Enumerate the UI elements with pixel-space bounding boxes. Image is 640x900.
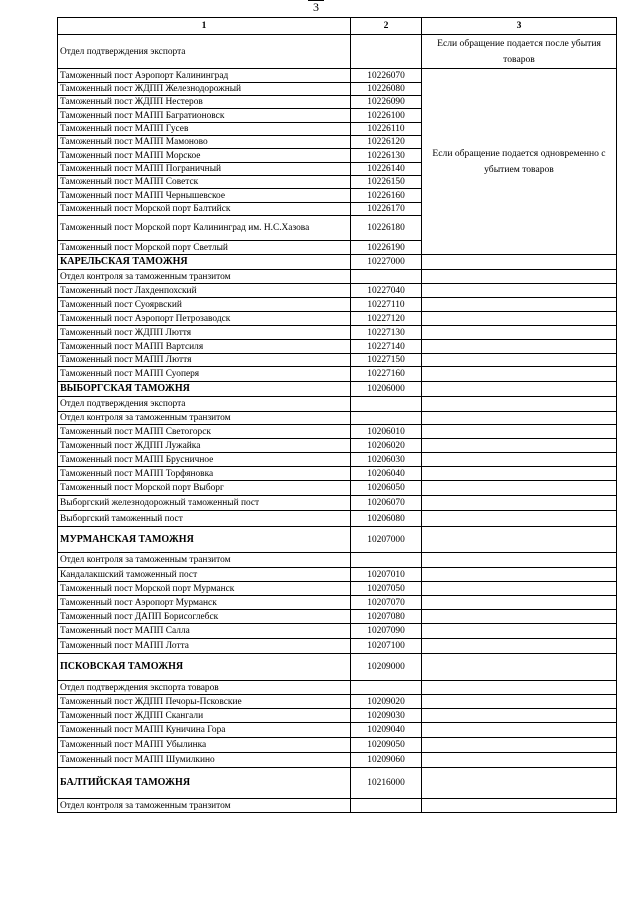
table-row (58, 610, 617, 624)
empty-note-cell (422, 340, 617, 354)
row-code-cell: 10206070 (351, 496, 422, 511)
empty-note-cell (422, 284, 617, 298)
table-row (58, 753, 617, 768)
row-code-cell: 10206010 (351, 425, 422, 439)
row-name-cell: Таможенный пост МАПП Убылинка (58, 738, 351, 753)
table-row (58, 481, 617, 496)
empty-note-cell (422, 312, 617, 326)
row-name-cell: Таможенный пост МАПП Багратионовск (58, 109, 351, 123)
page-number: 3 (313, 0, 319, 14)
row-code-cell: 10216000 (351, 768, 422, 799)
empty-note-cell (422, 624, 617, 639)
empty-note-cell (422, 453, 617, 467)
row-name-cell: ВЫБОРГСКАЯ ТАМОЖНЯ (58, 382, 351, 397)
row-code-cell: 10227130 (351, 326, 422, 340)
row-name-cell: Таможенный пост Лахденпохский (58, 284, 351, 298)
empty-note-cell (422, 511, 617, 527)
customs-office-row (58, 527, 617, 553)
row-name-cell: Таможенный пост МАПП Гусев (58, 123, 351, 136)
row-code-cell: 10206000 (351, 382, 422, 397)
table-row (58, 270, 617, 284)
table-row (58, 439, 617, 453)
row-code-cell: 10226090 (351, 96, 422, 109)
row-code-cell: 10209030 (351, 709, 422, 723)
table-body (58, 18, 617, 813)
empty-note-cell (422, 799, 617, 813)
row-name-cell: Таможенный пост Аэропорт Калининград (58, 69, 351, 83)
row-name-cell: Таможенный пост Аэропорт Мурманск (58, 596, 351, 610)
row-name-cell: Таможенный пост МАПП Куничина Гора (58, 723, 351, 738)
header-col-3: 3 (422, 18, 617, 35)
note-after-departure: Если обращение подается после убытия товаров (422, 35, 617, 69)
row-name-cell: Таможенный пост МАПП Торфяновка (58, 467, 351, 481)
table-row (58, 695, 617, 709)
row-code-cell: 10226120 (351, 136, 422, 149)
row-code-cell: 10226070 (351, 69, 422, 83)
empty-note-cell (422, 582, 617, 596)
row-code-cell: 10227110 (351, 298, 422, 312)
table-row (58, 738, 617, 753)
row-code-cell: 10227000 (351, 255, 422, 270)
empty-note-cell (422, 367, 617, 382)
row-name-cell: Таможенный пост Морской порт Светлый (58, 241, 351, 255)
row-code-cell: 10227040 (351, 284, 422, 298)
note-simultaneous-departure: Если обращение подается одновременно с убытием товаров (422, 69, 617, 255)
row-name-cell: Таможенный пост ЖДПП Люття (58, 326, 351, 340)
empty-note-cell (422, 439, 617, 453)
table-row (58, 639, 617, 654)
table-row (58, 340, 617, 354)
row-code-cell (351, 270, 422, 284)
row-code-cell: 10207100 (351, 639, 422, 654)
row-name-cell: Таможенный пост МАПП Вартсиля (58, 340, 351, 354)
row-code-cell: 10207050 (351, 582, 422, 596)
row-name-cell: Таможенный пост ЖДПП Нестеров (58, 96, 351, 109)
row-code-cell: 10209040 (351, 723, 422, 738)
table-row (58, 326, 617, 340)
customs-posts-table (57, 17, 617, 813)
row-code-cell: 10209060 (351, 753, 422, 768)
table-row (58, 298, 617, 312)
row-code-cell: 10206080 (351, 511, 422, 527)
row-code-cell (351, 799, 422, 813)
row-name-cell: Отдел подтверждения экспорта (58, 397, 351, 412)
empty-note-cell (422, 425, 617, 439)
empty-note-cell (422, 723, 617, 738)
customs-office-row (58, 768, 617, 799)
header-col-1: 1 (58, 18, 351, 35)
table-row (58, 582, 617, 596)
row-code-cell: 10207000 (351, 527, 422, 553)
table-row (58, 412, 617, 425)
row-name-cell: Таможенный пост МАПП Салла (58, 624, 351, 639)
row-code-cell: 10207010 (351, 568, 422, 582)
row-name-cell: Таможенный пост МАПП Чернышевское (58, 189, 351, 203)
empty-note-cell (422, 527, 617, 553)
row-name-cell: Таможенный пост Морской порт Выборг (58, 481, 351, 496)
row-code-cell (351, 681, 422, 695)
row-code-cell: 10226100 (351, 109, 422, 123)
table-header-row (58, 18, 617, 35)
row-name-cell: Таможенный пост ЖДПП Скангали (58, 709, 351, 723)
empty-note-cell (422, 709, 617, 723)
row-name-cell: Таможенный пост ДАПП Борисоглебск (58, 610, 351, 624)
empty-note-cell (422, 481, 617, 496)
row-code-cell (351, 553, 422, 568)
row-name-cell: Таможенный пост МАПП Советск (58, 176, 351, 189)
row-name-cell: Таможенный пост МАПП Мамоново (58, 136, 351, 149)
header-col-2: 2 (351, 18, 422, 35)
row-code-cell: 10226110 (351, 123, 422, 136)
row-name-cell: Таможенный пост Морской порт Балтийск (58, 203, 351, 216)
table-row (58, 367, 617, 382)
row-name-cell: Кандалакшский таможенный пост (58, 568, 351, 582)
empty-note-cell (422, 681, 617, 695)
empty-note-cell (422, 412, 617, 425)
empty-note-cell (422, 568, 617, 582)
table-row (58, 496, 617, 511)
row-name-cell: МУРМАНСКАЯ ТАМОЖНЯ (58, 527, 351, 553)
empty-note-cell (422, 397, 617, 412)
row-name-cell: Таможенный пост Морской порт Калининград им. Н.С.Хазова (58, 216, 351, 241)
row-name-cell: Таможенный пост ЖДПП Лужайка (58, 439, 351, 453)
row-code-cell: 10209020 (351, 695, 422, 709)
row-code-cell: 10209000 (351, 654, 422, 681)
row-name-cell: Таможенный пост МАПП Шумилкино (58, 753, 351, 768)
table-row (58, 354, 617, 367)
row-name-cell: Таможенный пост МАПП Суоперя (58, 367, 351, 382)
row-name-cell: Таможенный пост ЖДПП Железнодорожный (58, 83, 351, 96)
table-row (58, 69, 617, 83)
row-code-cell: 10226160 (351, 189, 422, 203)
row-code-cell (351, 397, 422, 412)
row-code-cell: 10207070 (351, 596, 422, 610)
row-code-cell (351, 412, 422, 425)
empty-note-cell (422, 695, 617, 709)
row-code-cell (351, 35, 422, 69)
row-code-cell: 10227120 (351, 312, 422, 326)
row-code-cell: 10226140 (351, 163, 422, 176)
table-row (58, 681, 617, 695)
row-code-cell: 10226170 (351, 203, 422, 216)
empty-note-cell (422, 553, 617, 568)
table-row (58, 425, 617, 439)
table-row (58, 723, 617, 738)
table-row (58, 284, 617, 298)
empty-note-cell (422, 768, 617, 799)
row-name-cell: Таможенный пост Морской порт Мурманск (58, 582, 351, 596)
row-name-cell: ПСКОВСКАЯ ТАМОЖНЯ (58, 654, 351, 681)
row-name-cell: Таможенный пост МАПП Лотта (58, 639, 351, 654)
row-code-cell: 10226180 (351, 216, 422, 241)
table-row (58, 397, 617, 412)
table-row (58, 596, 617, 610)
empty-note-cell (422, 270, 617, 284)
table-row (58, 35, 617, 69)
customs-office-row (58, 382, 617, 397)
row-name-cell: Таможенный пост МАПП Пограничный (58, 163, 351, 176)
row-code-cell: 10226150 (351, 176, 422, 189)
table-row (58, 553, 617, 568)
customs-office-row (58, 654, 617, 681)
row-code-cell: 10227150 (351, 354, 422, 367)
empty-note-cell (422, 382, 617, 397)
table-row (58, 624, 617, 639)
row-code-cell: 10206050 (351, 481, 422, 496)
table-row (58, 511, 617, 527)
row-name-cell: Таможенный пост МАПП Люття (58, 354, 351, 367)
empty-note-cell (422, 738, 617, 753)
row-code-cell: 10206040 (351, 467, 422, 481)
row-code-cell: 10207090 (351, 624, 422, 639)
row-code-cell: 10226190 (351, 241, 422, 255)
row-name-cell: БАЛТИЙСКАЯ ТАМОЖНЯ (58, 768, 351, 799)
table-row (58, 799, 617, 813)
row-code-cell: 10226130 (351, 149, 422, 163)
row-name-cell: Отдел подтверждения экспорта (58, 35, 351, 69)
table-row (58, 467, 617, 481)
empty-note-cell (422, 354, 617, 367)
empty-note-cell (422, 255, 617, 270)
row-code-cell: 10227140 (351, 340, 422, 354)
row-name-cell: Таможенный пост МАПП Светогорск (58, 425, 351, 439)
row-code-cell: 10206030 (351, 453, 422, 467)
row-code-cell: 10227160 (351, 367, 422, 382)
table-row (58, 568, 617, 582)
empty-note-cell (422, 496, 617, 511)
row-name-cell: Отдел подтверждения экспорта товаров (58, 681, 351, 695)
empty-note-cell (422, 654, 617, 681)
table-row (58, 453, 617, 467)
row-code-cell: 10226080 (351, 83, 422, 96)
empty-note-cell (422, 610, 617, 624)
empty-note-cell (422, 639, 617, 654)
empty-note-cell (422, 326, 617, 340)
empty-note-cell (422, 298, 617, 312)
row-name-cell: Отдел контроля за таможенным транзитом (58, 412, 351, 425)
row-name-cell: Выборгский таможенный пост (58, 511, 351, 527)
row-name-cell: Таможенный пост МАПП Морское (58, 149, 351, 163)
empty-note-cell (422, 753, 617, 768)
table-row (58, 709, 617, 723)
row-name-cell: Таможенный пост Аэропорт Петрозаводск (58, 312, 351, 326)
row-name-cell: КАРЕЛЬСКАЯ ТАМОЖНЯ (58, 255, 351, 270)
row-name-cell: Отдел контроля за таможенным транзитом (58, 799, 351, 813)
customs-office-row (58, 255, 617, 270)
table-row (58, 312, 617, 326)
row-name-cell: Выборгский железнодорожный таможенный пост (58, 496, 351, 511)
row-name-cell: Таможенный пост Суоярвский (58, 298, 351, 312)
row-name-cell: Таможенный пост МАПП Брусничное (58, 453, 351, 467)
empty-note-cell (422, 467, 617, 481)
row-name-cell: Отдел контроля за таможенным транзитом (58, 270, 351, 284)
row-code-cell: 10206020 (351, 439, 422, 453)
row-name-cell: Таможенный пост ЖДПП Печоры-Псковские (58, 695, 351, 709)
empty-note-cell (422, 596, 617, 610)
row-name-cell: Отдел контроля за таможенным транзитом (58, 553, 351, 568)
row-code-cell: 10209050 (351, 738, 422, 753)
row-code-cell: 10207080 (351, 610, 422, 624)
